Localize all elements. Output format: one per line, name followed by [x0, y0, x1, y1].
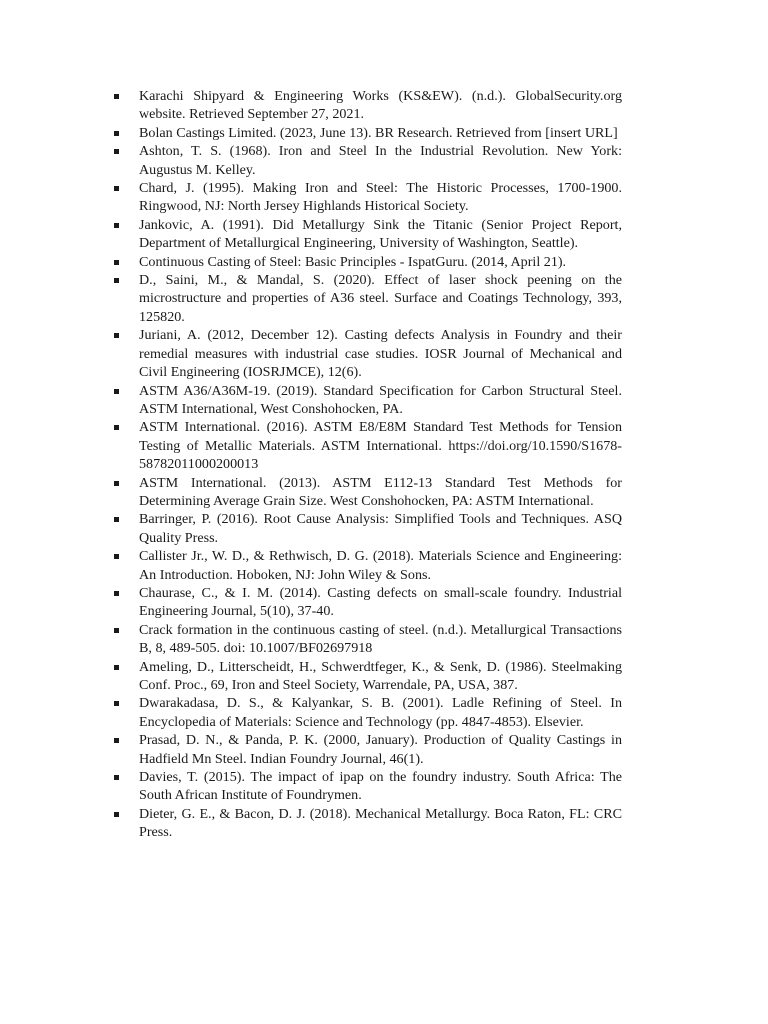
- reference-item: [114, 326, 622, 381]
- reference-text: ASTM International. (2013). ASTM E112-13 Standard Test Methods for Determining Average Grain Size. West Conshohocken, PA: ASTM International.: [139, 474, 622, 509]
- reference-text: Continuous Casting of Steel: Basic Principles - IspatGuru. (2014, April 21).: [139, 253, 567, 270]
- reference-text: Bolan Castings Limited. (2023, June 13). BR Research. Retrieved from [insert URL]: [139, 124, 618, 141]
- reference-item: [114, 547, 622, 584]
- reference-item: [114, 694, 622, 731]
- bullet-icon: [114, 223, 119, 228]
- bullet-icon: [114, 775, 119, 780]
- reference-text: Ashton, T. S. (1968). Iron and Steel In the Industrial Revolution. New York: Augustus M. Kelley.: [139, 143, 622, 178]
- bullet-icon: [114, 94, 119, 99]
- reference-item: [114, 805, 622, 842]
- bullet-icon: [114, 665, 119, 670]
- reference-text: Jankovic, A. (1991). Did Metallurgy Sink the Titanic (Senior Project Report, Department of Metallurgical Engineering, University of Washington, Seattle).: [139, 216, 622, 252]
- reference-text: ASTM International. (2016). ASTM E8/E8M Standard Test Methods for Tension Testing of Metallic Materials. ASTM International. https://doi.org/10.1590/S1678-58782011000200013: [139, 419, 622, 473]
- reference-item: [114, 731, 622, 768]
- reference-item: [114, 271, 622, 326]
- reference-item: [114, 87, 622, 124]
- reference-text: Dwarakadasa, D. S., & Kalyankar, S. B. (2001). Ladle Refining of Steel. In Encyclopedia of Materials: Science and Technology (pp. 4847-4853). Elsevier.: [139, 695, 622, 730]
- reference-item: [114, 179, 622, 216]
- reference-item: [114, 510, 622, 547]
- reference-text: Callister Jr., W. D., & Rethwisch, D. G. (2018). Materials Science and Engineering: An Introduction. Hoboken, NJ: John Wiley & Sons.: [139, 548, 622, 583]
- reference-item: [114, 253, 622, 271]
- bullet-icon: [114, 425, 119, 430]
- reference-text: Juriani, A. (2012, December 12). Casting defects Analysis in Foundry and their remedial measures with industrial case studies. IOSR Journal of Mechanical and Civil Engineering (IOSRJMCE), 12(6).: [139, 327, 622, 381]
- reference-list: [114, 87, 622, 842]
- bullet-icon: [114, 333, 119, 338]
- reference-text: Prasad, D. N., & Panda, P. K. (2000, January). Production of Quality Castings in Hadfield Mn Steel. Indian Foundry Journal, 46(1).: [139, 732, 622, 767]
- bullet-icon: [114, 389, 119, 394]
- bullet-icon: [114, 628, 119, 633]
- reference-item: [114, 621, 622, 658]
- bullet-icon: [114, 517, 119, 522]
- reference-item: [114, 418, 622, 473]
- bullet-icon: [114, 738, 119, 743]
- reference-item: [114, 142, 622, 179]
- reference-text: Davies, T. (2015). The impact of ipap on the foundry industry. South Africa: The South African Institute of Foundrymen.: [139, 769, 622, 804]
- reference-item: [114, 584, 622, 621]
- reference-text: Barringer, P. (2016). Root Cause Analysis: Simplified Tools and Techniques. ASQ Quality Press.: [139, 511, 622, 546]
- reference-text: ASTM A36/A36M-19. (2019). Standard Specification for Carbon Structural Steel. ASTM International, West Conshohocken, PA.: [139, 382, 622, 417]
- reference-item: [114, 124, 622, 142]
- reference-item: [114, 768, 622, 805]
- bullet-icon: [114, 554, 119, 559]
- reference-text: Karachi Shipyard & Engineering Works (KS&EW). (n.d.). GlobalSecurity.org website. Retrieved September 27, 2021.: [139, 88, 622, 123]
- reference-text: Chard, J. (1995). Making Iron and Steel: The Historic Processes, 1700-1900. Ringwood, NJ: North Jersey Highlands Historical Society.: [139, 180, 622, 215]
- bullet-icon: [114, 186, 119, 191]
- reference-text: Chaurase, C., & I. M. (2014). Casting defects on small-scale foundry. Industrial Engineering Journal, 5(10), 37-40.: [139, 584, 622, 620]
- reference-text: Ameling, D., Litterscheidt, H., Schwerdtfeger, K., & Senk, D. (1986). Steelmaking Conf. Proc., 69, Iron and Steel Society, Warrendale, PA, USA, 387.: [139, 658, 622, 693]
- bullet-icon: [114, 481, 119, 486]
- reference-item: [114, 216, 622, 253]
- reference-item: [114, 658, 622, 695]
- bullet-icon: [114, 278, 119, 283]
- bullet-icon: [114, 131, 119, 136]
- bullet-icon: [114, 812, 119, 817]
- bullet-icon: [114, 260, 119, 265]
- bullet-icon: [114, 701, 119, 706]
- reference-text: D., Saini, M., & Mandal, S. (2020). Effect of laser shock peening on the microstructure and properties of A36 steel. Surface and Coatings Technology, 393, 125820.: [139, 272, 622, 325]
- reference-item: [114, 474, 622, 511]
- reference-text: Crack formation in the continuous casting of steel. (n.d.). Metallurgical Transactions B, 8, 489-505. doi: 10.1007/BF02697918: [139, 621, 622, 657]
- reference-item: [114, 382, 622, 419]
- reference-text: Dieter, G. E., & Bacon, D. J. (2018). Mechanical Metallurgy. Boca Raton, FL: CRC Press.: [139, 805, 622, 841]
- bullet-icon: [114, 149, 119, 154]
- bullet-icon: [114, 591, 119, 596]
